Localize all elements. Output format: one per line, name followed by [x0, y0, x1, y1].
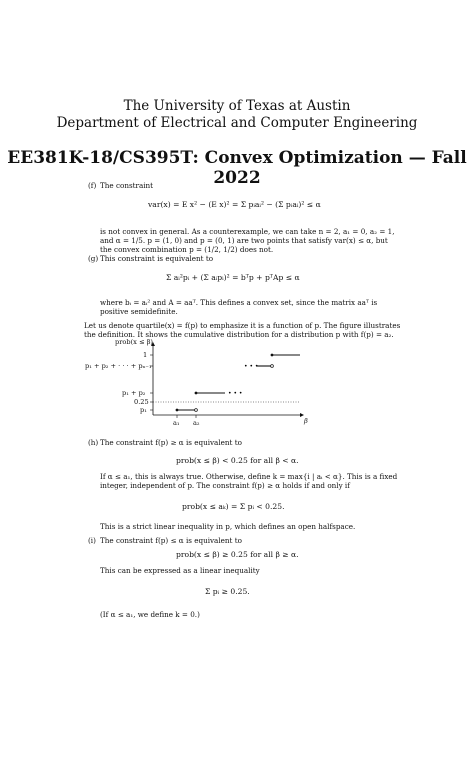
- step-p1p2-dots: • • •: [228, 390, 243, 397]
- part-h-text-3: This is a strict linear inequality in p, which defines an open halfspace.: [100, 522, 356, 531]
- part-i-text-2: (If α ≤ a₁, we define k = 0.): [100, 610, 200, 619]
- part-g-intro: This constraint is equivalent to: [100, 254, 214, 263]
- part-f-intro: The constraint: [100, 181, 154, 190]
- step-p1p2-start: [195, 392, 198, 395]
- part-h-intro: The constraint f(p) ≥ α is equivalent to: [100, 438, 242, 447]
- part-i-marker: (i): [88, 536, 96, 545]
- part-g-marker: (g): [88, 254, 99, 263]
- part-h-equation-2: prob(x ≤ aₖ) = Σ pᵢ < 0.25.: [182, 502, 285, 511]
- part-h-text-2: integer, independent of p. The constraint f(p) ≥ α holds if and only if: [100, 481, 350, 490]
- part-h-text-1: If α ≤ a₁, this is always true. Otherwise, define k = max{i | aᵢ < α}. This is a fixed: [100, 472, 398, 481]
- step-1-start: [271, 354, 274, 357]
- part-f-marker: (f): [88, 181, 97, 190]
- part-g-text-1: where bᵢ = aᵢ² and A = aaᵀ. This defines a convex set, since the matrix aaᵀ is: [100, 298, 378, 307]
- x-tick-label-a2: a₂: [193, 419, 200, 427]
- step-pn-1-dots: • • •: [244, 363, 259, 370]
- part-i-equation-1: prob(x ≤ β) ≥ 0.25 for all β ≥ α.: [176, 550, 299, 559]
- part-f-equation: var(x) = E x² − (E x)² = Σ pᵢaᵢ² − (Σ pᵢaᵢ)² ≤ α: [148, 200, 321, 209]
- y-tick-label-p1: p₁: [140, 406, 147, 414]
- y-tick-label-p1p2: p₁ + p₂: [122, 389, 146, 397]
- y-tick-label-025: 0.25: [134, 398, 149, 406]
- part-f-text-3: the convex combination p = (1/2, 1/2) does not.: [100, 245, 274, 254]
- part-f-text-1: is not convex in general. As a counterexample, we can take n = 2, a₁ = 0, a₂ = 1,: [100, 227, 395, 236]
- part-g-text-2: positive semidefinite.: [100, 307, 178, 316]
- y-tick-label-pn-1: p₁ + p₂ + · · · + pₙ₋₁: [85, 362, 152, 370]
- y-tick-label-1: 1: [143, 351, 148, 359]
- step-p1-end: [195, 409, 198, 412]
- chart-x-label: β: [304, 417, 308, 425]
- part-i-equation-2: Σ pᵢ ≥ 0.25.: [205, 587, 250, 596]
- part-h-marker: (h): [88, 438, 99, 447]
- step-p1-start: [176, 409, 179, 412]
- step-pn-1-end: [271, 365, 274, 368]
- chart-y-label: prob(x ≤ β): [115, 338, 153, 346]
- x-tick-label-a1: a₁: [173, 419, 180, 427]
- department-name: Department of Electrical and Computer Engineering: [56, 115, 418, 131]
- part-i-text-1: This can be expressed as a linear inequality: [100, 566, 260, 575]
- university-name: The University of Texas at Austin: [123, 98, 351, 114]
- quartile-intro-line-2: the definition. It shows the cumulative distribution for a distribution p with f(p) = a₂.: [84, 330, 394, 339]
- quartile-intro-line-1: Let us denote quartile(x) = f(p) to emphasize it is a function of p. The figure illustrates: [84, 321, 401, 330]
- part-g-equation: Σ aᵢ²pᵢ + (Σ aᵢpᵢ)² = bᵀp + pᵀAp ≤ α: [166, 273, 300, 282]
- part-h-equation-1: prob(x ≤ β) < 0.25 for all β < α.: [176, 456, 299, 465]
- part-i-intro: The constraint f(p) ≤ α is equivalent to: [100, 536, 242, 545]
- part-f-text-2: and α = 1/5. p = (1, 0) and p = (0, 1) are two points that satisfy var(x) ≤ α, but: [100, 236, 388, 245]
- course-title: EE381K-18/CS395T: Convex Optimization — Fall 2022: [7, 148, 467, 188]
